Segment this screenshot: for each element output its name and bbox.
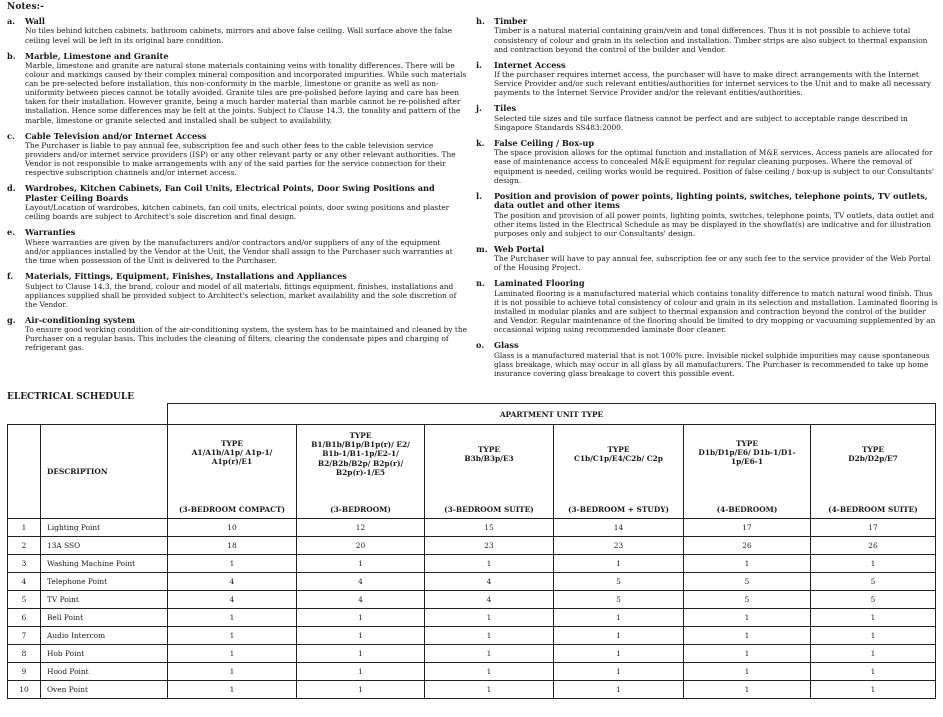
- quantity-cell: 1: [297, 663, 425, 681]
- quantity-cell: 4: [297, 573, 425, 591]
- quantity-cell: 1: [811, 663, 936, 681]
- note-item-warranties: [7, 228, 467, 265]
- note-letter: f.: [7, 271, 14, 282]
- note-item-glass: [476, 341, 938, 378]
- table-row: [8, 555, 936, 573]
- row-description: Oven Point: [41, 681, 168, 699]
- note-letter: a.: [7, 16, 16, 26]
- apartment-unit-type-header: APARTMENT UNIT TYPE: [168, 404, 936, 425]
- quantity-cell: 14: [554, 519, 684, 537]
- quantity-cell: 23: [554, 537, 684, 555]
- note-item-web-portal: [476, 245, 938, 273]
- note-letter: h.: [476, 16, 485, 26]
- quantity-cell: 1: [168, 645, 297, 663]
- note-body: Marble, limestone and granite are natural stone materials containing veins with tonality differences. There will be colour and markings caused by their complex mineral composition and incorporated impurities. While such materials can be pre-selected before installation, this non-conformity in the marble, limestone or granite as well as non-uniformity between pieces cannot be totally avoided. Granite tiles are pre-polished before laying and care has been taken for their installation. However granite, being a much harder material than marble cannot be re-polished after installation. Hence some differences may be felt at the joints. Subject to Clause 14.3, the tonality and pattern of the marble, limestone or granite selected and installed shall be subject to availability.: [25, 61, 467, 125]
- note-heading: Warranties: [25, 227, 76, 238]
- quantity-cell: 4: [297, 591, 425, 609]
- quantity-cell: 1: [168, 681, 297, 699]
- note-heading: Tiles: [494, 103, 517, 114]
- quantity-cell: 1: [297, 555, 425, 573]
- row-number-header: [8, 425, 41, 519]
- quantity-cell: 1: [811, 555, 936, 573]
- note-letter: b.: [7, 50, 16, 61]
- quantity-cell: 1: [554, 663, 684, 681]
- type-name: (4-BEDROOM): [716, 504, 778, 514]
- note-heading: Web Portal: [494, 243, 545, 254]
- type-name: (3-BEDROOM COMPACT): [179, 504, 285, 514]
- row-description: TV Point: [41, 591, 168, 609]
- note-letter: k.: [476, 137, 485, 148]
- unit-type-header-a1: [168, 425, 297, 519]
- quantity-cell: 1: [554, 555, 684, 573]
- note-heading: Glass: [494, 340, 519, 351]
- row-description: Audio Intercom: [41, 627, 168, 645]
- quantity-cell: 5: [684, 573, 811, 591]
- type-name: (4-BEDROOM SUITE): [828, 504, 918, 514]
- quantity-cell: 1: [425, 609, 554, 627]
- type-name: (3-BEDROOM + STUDY): [568, 504, 669, 514]
- row-number: 1: [8, 519, 41, 537]
- row-description: Telephone Point: [41, 573, 168, 591]
- note-heading: False Ceiling / Box-up: [494, 137, 595, 148]
- quantity-cell: 1: [554, 681, 684, 699]
- note-letter: e.: [7, 227, 16, 238]
- note-item-laminated-flooring: [476, 279, 938, 334]
- quantity-cell: 18: [168, 537, 297, 555]
- note-body: Glass is a manufactured material that is not 100% pure. Invisible nickel sulphide impurities may cause spontaneous glass breakage, which may occur in all glass by all manufacturers. The Purchaser is recommended to take up home insurance covering glass breakage to covert this possible event.: [494, 350, 930, 378]
- note-body: The Purchaser is liable to pay annual fee, subscription fee and such other fees to the cable television service providers and/or internet service providers (ISP) or any other relevant party or any other relevant authorities. The Vendor is not responsible to make arrangements with any of the said parties for the service connection for their respective subscription channels and/or internet access.: [25, 141, 456, 178]
- note-item-internet-access: [476, 61, 938, 98]
- note-item-cable-tv: [7, 132, 467, 178]
- quantity-cell: 1: [684, 645, 811, 663]
- electrical-schedule-table: [7, 403, 936, 699]
- quantity-cell: 15: [425, 519, 554, 537]
- row-number: 4: [8, 573, 41, 591]
- note-heading: Laminated Flooring: [494, 278, 585, 289]
- quantity-cell: 1: [684, 627, 811, 645]
- note-letter: g.: [7, 314, 16, 325]
- unit-type-header-d1: [684, 425, 811, 519]
- note-item-tiles: [476, 104, 938, 132]
- table-row: [8, 573, 936, 591]
- quantity-cell: 10: [168, 519, 297, 537]
- table-row: [8, 627, 936, 645]
- schedule-body: [8, 519, 936, 699]
- note-letter: j.: [476, 103, 482, 114]
- note-body: If the purchaser requires internet access, the purchaser will have to make direct arrangements with the Internet Service Provider and/or such relevant entities/authorities for internet services to the Unit and to make all necessary payments to the Internet Service Provider and/or the relevant entities/authorities.: [494, 70, 931, 98]
- quantity-cell: 1: [425, 627, 554, 645]
- note-body: Laminated flooring is a manufactured material which contains tonality difference to match natural wood finish. Thus it is not possible to achieve total consistency of colour and grain in its selection and installation. Laminated flooring is installed in modular planks and are subject to thermal expansion and contraction beyond the control of the builder and Vendor. Regular maintenance of the flooring should be limited to dry mopping or vacuuming supplemented by an occasional wiping using recommended laminate floor cleaner.: [494, 288, 938, 335]
- note-body: The space provision allows for the optimal function and installation of M&E services. Access panels are allocated for ease of maintenance access to concealed M&E equipment for regular cleaning purposes. Where the removal of equipment is needed, ceiling works would be required. Position of false ceiling / box-up is subject to our Consultants' design.: [494, 148, 934, 185]
- note-letter: d.: [7, 183, 16, 194]
- quantity-cell: 1: [554, 609, 684, 627]
- quantity-cell: 1: [297, 681, 425, 699]
- quantity-cell: 1: [554, 645, 684, 663]
- quantity-cell: 1: [684, 663, 811, 681]
- type-codes: D1b/D1p/E6/ D1b-1/D1-1p/E6-1: [698, 448, 796, 467]
- note-letter: o.: [476, 340, 485, 351]
- unit-type-header-c1: [554, 425, 684, 519]
- type-label: TYPE: [607, 445, 630, 454]
- quantity-cell: 26: [811, 537, 936, 555]
- row-description: Bell Point: [41, 609, 168, 627]
- note-body: To ensure good working condition of the air-conditioning system, the system has to be maintained and cleaned by the Purchaser on a regular basis. This includes the cleaning of filters, clearing the condensate pipes and charging of refrigerant gas.: [25, 325, 467, 353]
- note-item-marble: [7, 52, 467, 125]
- row-description: Lighting Point: [41, 519, 168, 537]
- note-heading: Materials, Fittings, Equipment, Finishes, Installations and Appliances: [25, 271, 347, 282]
- quantity-cell: 5: [554, 591, 684, 609]
- row-number: 9: [8, 663, 41, 681]
- row-number: 6: [8, 609, 41, 627]
- quantity-cell: 1: [168, 555, 297, 573]
- unit-type-header-b1: [297, 425, 425, 519]
- note-body: The position and provision of all power points, lighting points, switches, telephone points, TV outlets, data outlet and other items listed in the Electrical Schedule as may be displayed in the showflat(s) are indicative and for illustration purposes only and subject to our Consultants' design.: [494, 210, 935, 238]
- note-item-materials: [7, 272, 467, 309]
- note-body: No tiles behind kitchen cabinets, bathroom cabinets, mirrors and above false ceiling. Wall surface above the false ceiling level will be left in its original bare condition.: [25, 26, 453, 45]
- quantity-cell: 1: [425, 645, 554, 663]
- table-row: [8, 591, 936, 609]
- row-number: 7: [8, 627, 41, 645]
- electrical-schedule-title: ELECTRICAL SCHEDULE: [7, 392, 135, 402]
- notes-title: Notes:-: [7, 2, 44, 12]
- table-row: [8, 645, 936, 663]
- quantity-cell: 4: [425, 573, 554, 591]
- quantity-cell: 1: [554, 627, 684, 645]
- notes-column-left: [7, 17, 467, 360]
- row-number: 10: [8, 681, 41, 699]
- type-codes: C1b/C1p/E4/C2b/ C2p: [574, 454, 663, 464]
- note-body: Layout/Location of wardrobes, kitchen cabinets, fan coil units, electrical points, door swing positions and plaster ceiling boards are subject to Architect's sole discretion and final design.: [25, 203, 450, 222]
- quantity-cell: 1: [425, 555, 554, 573]
- type-codes: D2b/D2p/E7: [848, 454, 898, 464]
- quantity-cell: 1: [168, 609, 297, 627]
- quantity-cell: 5: [554, 573, 684, 591]
- note-item-power-points: [476, 192, 938, 238]
- quantity-cell: 1: [168, 627, 297, 645]
- quantity-cell: 1: [811, 645, 936, 663]
- table-row: [8, 609, 936, 627]
- note-heading: Marble, Limestone and Granite: [25, 50, 169, 61]
- note-item-wardrobes: [7, 184, 467, 221]
- quantity-cell: 5: [811, 573, 936, 591]
- row-description: 13A SSO: [41, 537, 168, 555]
- quantity-cell: 1: [684, 555, 811, 573]
- note-body: Timber is a natural material containing grain/vein and tonal differences. Thus it is not possible to achieve total consistency of colour and grain in its selection and installation. Timber strips are also subject to thermal expansion and contraction beyond the control of the builder and Vendor.: [494, 26, 928, 54]
- quantity-cell: 20: [297, 537, 425, 555]
- row-description: Hob Point: [41, 645, 168, 663]
- type-label: TYPE: [221, 439, 243, 448]
- table-row: [8, 681, 936, 699]
- quantity-cell: 1: [811, 681, 936, 699]
- quantity-cell: 23: [425, 537, 554, 555]
- quantity-cell: 26: [684, 537, 811, 555]
- quantity-cell: 1: [297, 645, 425, 663]
- row-number: 5: [8, 591, 41, 609]
- quantity-cell: 1: [425, 681, 554, 699]
- quantity-cell: 17: [811, 519, 936, 537]
- note-item-wall: [7, 17, 467, 45]
- type-codes: A1/A1b/A1p/ A1p-1/ A1p(r)/E1: [191, 448, 273, 467]
- type-label: TYPE: [862, 445, 884, 454]
- note-letter: n.: [476, 278, 485, 289]
- note-heading: Wardrobes, Kitchen Cabinets, Fan Coil Units, Electrical Points, Door Swing Positions and Plaster Ceiling Boards: [25, 183, 435, 203]
- note-item-false-ceiling: [476, 139, 938, 185]
- note-body: Where warranties are given by the manufacturers and/or contractors and/or suppliers of any of the equipment and/or appliances installed by the Vendor at the Unit, the Vendor shall assign to the Purchaser such warranties at the time when possession of the Unit is delivered to the Purchaser.: [25, 237, 453, 266]
- quantity-cell: 17: [684, 519, 811, 537]
- quantity-cell: 5: [684, 591, 811, 609]
- quantity-cell: 12: [297, 519, 425, 537]
- description-header: DESCRIPTION: [41, 425, 168, 519]
- note-letter: m.: [476, 243, 488, 254]
- note-body: The Purchaser will have to pay annual fee, subscription fee or any such fee to the service provider of the Web Portal of the Housing Project.: [494, 254, 931, 273]
- quantity-cell: 4: [168, 591, 297, 609]
- note-heading: Internet Access: [494, 59, 566, 70]
- quantity-cell: 1: [425, 663, 554, 681]
- table-row: [8, 537, 936, 555]
- table-row: [8, 663, 936, 681]
- blank-corner: [8, 404, 168, 425]
- row-number: 8: [8, 645, 41, 663]
- note-item-air-conditioning: [7, 316, 467, 353]
- note-heading: Timber: [494, 16, 528, 26]
- row-number: 3: [8, 555, 41, 573]
- note-heading: Wall: [25, 16, 46, 26]
- unit-type-header-b3: [425, 425, 554, 519]
- type-codes: B1/B1b/B1p/B1p(r)/ E2/ B1b-1/B1-1p/E2-1/ B2/B2b/B2p/ B2p(r)/ B2p(r)-1/E5: [311, 440, 410, 477]
- quantity-cell: 1: [811, 609, 936, 627]
- quantity-cell: 1: [684, 681, 811, 699]
- note-body: Subject to Clause 14.3, the brand, colour and model of all materials, fittings equipment, finishes, installations and appliances supplied shall be provided subject to Architect's selection, market availability and the sole discretion of the Vendor.: [25, 281, 457, 309]
- type-codes: B3b/B3p/E3: [464, 454, 514, 464]
- note-letter: i.: [476, 59, 482, 70]
- quantity-cell: 1: [684, 609, 811, 627]
- quantity-cell: 1: [811, 627, 936, 645]
- note-heading: Air-conditioning system: [25, 314, 135, 325]
- type-label: TYPE: [736, 439, 758, 448]
- row-number: 2: [8, 537, 41, 555]
- note-item-timber: [476, 17, 938, 54]
- note-body: Selected tile sizes and tile surface flatness cannot be perfect and are subject to acceptable range described in Singapore Standards SS483:2000.: [494, 113, 908, 132]
- type-label: TYPE: [478, 445, 500, 454]
- quantity-cell: 1: [297, 609, 425, 627]
- note-letter: c.: [7, 130, 15, 141]
- type-name: (3-BEDROOM SUITE): [444, 504, 534, 514]
- note-letter: l.: [476, 190, 482, 201]
- quantity-cell: 4: [425, 591, 554, 609]
- quantity-cell: 1: [168, 663, 297, 681]
- type-name: (3-BEDROOM): [330, 504, 391, 514]
- row-description: Washing Machine Point: [41, 555, 168, 573]
- note-heading: Position and provision of power points, lighting points, switches, telephone points, TV outlets, data outlet and other items: [494, 190, 928, 211]
- notes-column-right: [476, 17, 938, 385]
- unit-type-header-d2: [811, 425, 936, 519]
- table-row: [8, 519, 936, 537]
- type-label: TYPE: [349, 431, 372, 440]
- quantity-cell: 5: [811, 591, 936, 609]
- row-description: Hood Point: [41, 663, 168, 681]
- quantity-cell: 4: [168, 573, 297, 591]
- quantity-cell: 1: [297, 627, 425, 645]
- note-heading: Cable Television and/or Internet Access: [25, 130, 207, 141]
